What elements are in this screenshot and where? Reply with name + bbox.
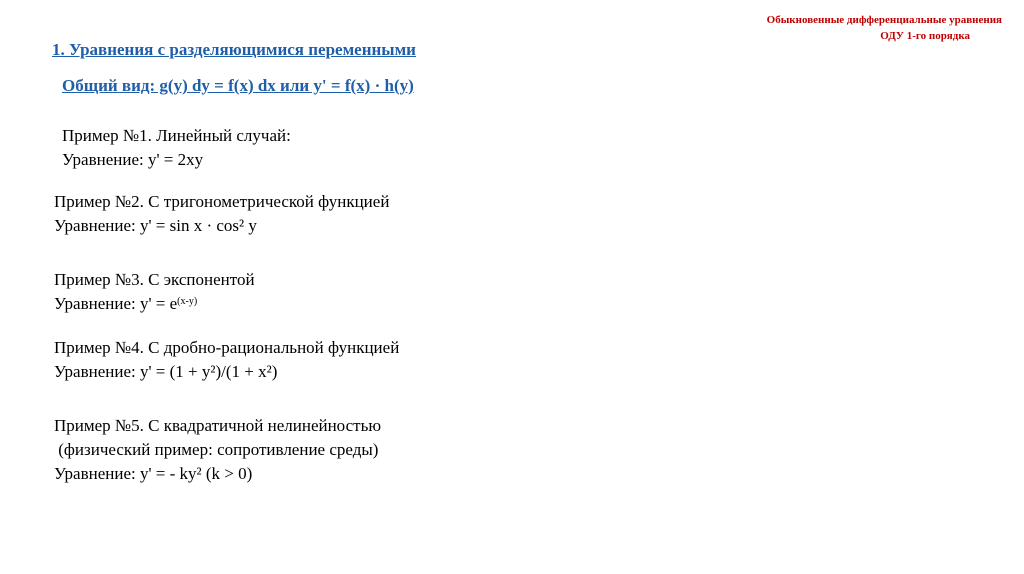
slide-header bbox=[767, 12, 1002, 44]
example-note: (физический пример: сопротивление среды) bbox=[54, 440, 379, 459]
general-form-heading: Общий вид: g(y) dy = f(x) dx или y' = f(x) · h(y) bbox=[62, 76, 414, 95]
equation-base: Уравнение: y' = e bbox=[54, 294, 178, 313]
example-title: Пример №2. С тригонометрической функцией bbox=[54, 192, 390, 211]
example-equation: Уравнение: y' = 2xy bbox=[62, 150, 204, 169]
example-title: Пример №1. Линейный случай: bbox=[62, 126, 291, 145]
example-2 bbox=[54, 190, 389, 238]
example-equation: Уравнение: y' = - ky² (k > 0) bbox=[54, 464, 253, 483]
equation-exponent: (x-y) bbox=[177, 296, 198, 307]
example-equation: Уравнение: y' = (1 + y²)/(1 + x²) bbox=[54, 362, 278, 381]
example-4 bbox=[54, 336, 399, 384]
example-equation bbox=[54, 292, 255, 316]
example-title: Пример №3. С экспонентой bbox=[54, 270, 255, 289]
example-title: Пример №5. С квадратичной нелинейностью bbox=[54, 416, 382, 435]
example-equation: Уравнение: y' = sin x · cos² y bbox=[54, 216, 257, 235]
header-line-topic: Обыкновенные дифференциальные уравнения bbox=[766, 14, 1002, 26]
example-1 bbox=[62, 124, 291, 172]
header-line-subtopic: ОДУ 1-го порядка bbox=[880, 30, 970, 42]
example-title: Пример №4. С дробно-рациональной функцией bbox=[54, 338, 400, 357]
example-3 bbox=[54, 268, 255, 316]
section-title: 1. Уравнения с разделяющимися переменными bbox=[52, 40, 416, 59]
example-5 bbox=[54, 414, 381, 486]
